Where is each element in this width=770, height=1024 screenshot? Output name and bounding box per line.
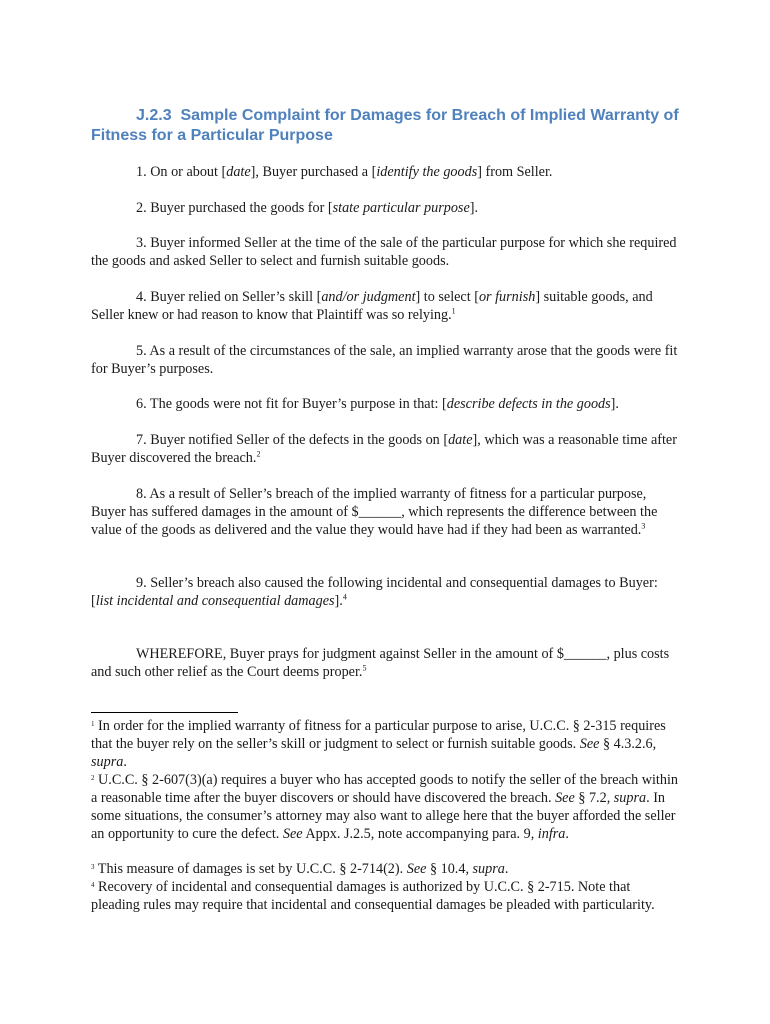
footnote-number: 2 — [91, 774, 95, 782]
section-title: Sample Complaint for Damages for Breach of Implied Warranty of Fitness for a Particular Purpose — [91, 107, 679, 144]
paragraph-6: 6. The goods were not fit for Buyer’s purpose in that: [describe defects in the goods]. — [136, 396, 619, 412]
paragraph-wherefore: WHEREFORE, Buyer prays for judgment against Seller in the amount of $______, plus costs and such other relief as the Court deems proper.$^5$ — [91, 646, 670, 680]
paragraph-1: 1. On or about [date], Buyer purchased a [identify the goods] from Seller. — [136, 164, 553, 180]
footnote-number: 1 — [91, 720, 95, 728]
footnote-ref-2[interactable]: 2 — [256, 449, 261, 459]
section-number: J.2.3 — [136, 107, 172, 124]
footnote-2: $^2$ U.C.C. § 2-607(3)(a) requires a buyer who has accepted goods to notify the seller of the breach within a reasonable time after the buyer discovers or should have discovered the breach. See § 7.2, supra. In some situations, the consumer’s attorney may also want to allege here that the buyer afforded the seller an opportunity to cure the defect. See Appx. J.2.5, note accompanying para. 9, infra. — [91, 772, 678, 842]
footnote-ref-5[interactable]: 5 — [362, 663, 367, 673]
footnote-number: 3 — [91, 863, 95, 871]
footnote-ref-4[interactable]: 4 — [342, 592, 347, 602]
footnote-separator — [91, 712, 238, 713]
paragraph-8: 8. As a result of Seller’s breach of the implied warranty of fitness for a particular purpose, Buyer has suffered damages in the amount of $______, which represents the difference between the value of the goods as delivered and the value they would have had if they had been as warranted.$^3$ — [91, 486, 658, 538]
footnote-1: $^1$ In order for the implied warranty of fitness for a particular purpose to arise, U.C.C. § 2-315 requires that the buyer rely on the seller’s skill or judgment to select or furnish suitable goods. See § 4.3.2.6, supra. — [91, 718, 666, 770]
paragraph-3: 3. Buyer informed Seller at the time of the sale of the particular purpose for which she required the goods and asked Seller to select and furnish suitable goods. — [91, 235, 677, 269]
paragraph-4: 4. Buyer relied on Seller’s skill [and/or judgment] to select [or furnish] suitable goods, and Seller knew or had reason to know that Plaintiff was so relying.$^1$ — [91, 289, 653, 323]
footnote-3: $^3$ This measure of damages is set by U.C.C. § 2-714(2). See § 10.4, supra. — [91, 861, 509, 877]
footnote-4: $^4$ Recovery of incidental and consequential damages is authorized by U.C.C. § 2-715. Note that pleading rules may require that incidental and consequential damages be pleaded with particularity. — [91, 879, 655, 913]
paragraph-7: 7. Buyer notified Seller of the defects in the goods on [date], which was a reasonable time after Buyer discovered the breach.$^2$ — [91, 432, 677, 466]
paragraph-5: 5. As a result of the circumstances of the sale, an implied warranty arose that the goods were fit for Buyer’s purposes. — [91, 343, 678, 377]
footnote-ref-1[interactable]: 1 — [451, 306, 456, 316]
section-heading — [91, 106, 691, 146]
footnote-ref-3[interactable]: 3 — [641, 521, 646, 531]
paragraph-2: 2. Buyer purchased the goods for [state particular purpose]. — [136, 200, 479, 216]
paragraph-9: 9. Seller’s breach also caused the following incidental and consequential damages to Buyer: [list incidental and consequential damages].$^4$ — [91, 575, 658, 609]
footnote-number: 4 — [91, 881, 95, 889]
